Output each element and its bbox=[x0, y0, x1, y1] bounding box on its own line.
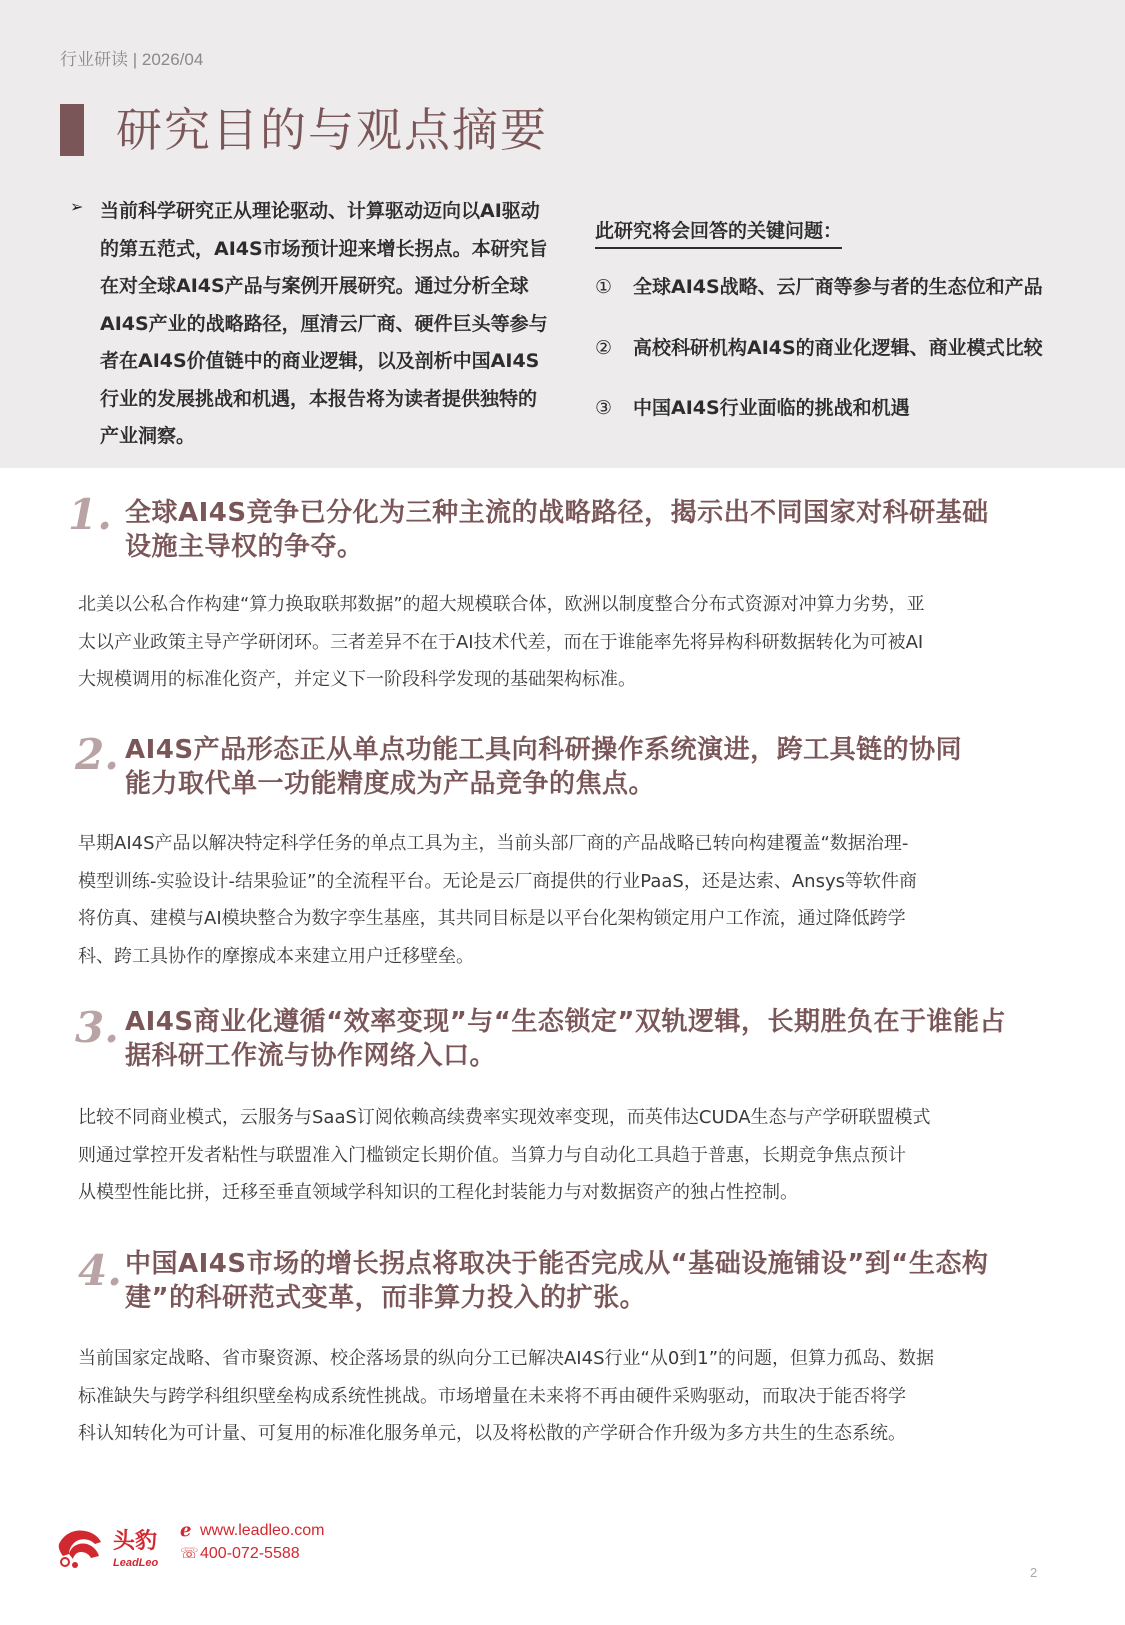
section-heading bbox=[125, 1005, 1075, 1073]
key-questions-title: 此研究将会回答的关键问题： bbox=[595, 216, 842, 249]
section-body-line: 当前国家定战略、省市聚资源、校企落场景的纵向分工已解决AI4S行业“从0到1”的问题，但算力孤岛、数据 bbox=[78, 1348, 935, 1369]
footer-phone: 400-072-5588 bbox=[200, 1545, 300, 1562]
question-text: 高校科研机构AI4S的商业化逻辑、商业模式比较 bbox=[633, 337, 1043, 359]
section-number: 4. bbox=[78, 1246, 122, 1295]
key-question-item bbox=[595, 393, 910, 420]
section-heading-line: 中国AI4S市场的增长拐点将取决于能否完成从“基础设施铺设”到“生态构 bbox=[125, 1249, 989, 1279]
key-question-item bbox=[595, 272, 1043, 299]
section-heading bbox=[125, 496, 1075, 564]
section-heading-line: AI4S商业化遵循“效率变现”与“生态锁定”双轨逻辑，长期胜负在于谁能占 bbox=[125, 1007, 1006, 1037]
section-heading-line: 能力取代单一功能精度成为产品竞争的焦点。 bbox=[125, 769, 656, 799]
section-heading-line: 全球AI4S竞争已分化为三种主流的战略路径，揭示出不同国家对科研基础 bbox=[125, 498, 989, 528]
logo-cn-text: 头豹 bbox=[113, 1529, 158, 1554]
section-body-line: 太以产业政策主导产学研闭环。三者差异不在于AI技术代差，而在于谁能率先将异构科研数据转化为可被AI bbox=[78, 631, 924, 653]
leopard-logo-icon bbox=[55, 1522, 180, 1572]
phone-icon: ☏ bbox=[180, 1544, 199, 1562]
section-body-line: 将仿真、建模与AI模块整合为数字孪生基座，其共同目标是以平台化架构锁定用户工作流，通过降低跨学 bbox=[78, 908, 906, 929]
web-icon: ℯ bbox=[180, 1520, 192, 1541]
question-number: ① bbox=[595, 276, 613, 298]
title-accent-bar bbox=[60, 104, 84, 156]
section-heading-line: 据科研工作流与协作网络入口。 bbox=[125, 1041, 497, 1071]
question-number: ③ bbox=[595, 397, 613, 419]
footer-website[interactable]: www.leadleo.com bbox=[200, 1522, 325, 1539]
section-heading-line: AI4S产品形态正从单点功能工具向科研操作系统演进，跨工具链的协同 bbox=[125, 735, 963, 765]
section-number: 3. bbox=[75, 1003, 119, 1052]
section-body bbox=[78, 586, 1063, 699]
question-text: 全球AI4S战略、云厂商等参与者的生态位和产品 bbox=[633, 276, 1043, 298]
leadleo-logo bbox=[55, 1522, 180, 1576]
section-heading bbox=[125, 1247, 1075, 1315]
section-body bbox=[78, 1340, 1063, 1453]
question-text: 中国AI4S行业面临的挑战和机遇 bbox=[633, 397, 910, 419]
key-question-item bbox=[595, 333, 1043, 360]
intro-text: 当前科学研究正从理论驱动、计算驱动迈向以AI驱动的第五范式，AI4S市场预计迎来增长拐点。本研究旨在对全球AI4S产品与案例开展研究。通过分析全球AI4S产业的战略路径，厘清云厂商、硬件巨头等参与者在AI4S价值链中的商业逻辑，以及剖析中国AI4S行业的发展挑战和机遇，本报告将为读者提供独特的产业洞察。 bbox=[100, 200, 548, 447]
section-body-line: 则通过掌控开发者粘性与联盟准入门槛锁定长期价值。当算力与自动化工具趋于普惠，长期竞争焦点预计 bbox=[78, 1144, 906, 1166]
section-body-line: 标准缺失与跨学科组织壁垒构成系统性挑战。市场增量在未来将不再由硬件采购驱动，而取决于能否将学 bbox=[78, 1385, 906, 1407]
section-body bbox=[78, 1099, 1063, 1212]
logo-en-text: LeadLeo bbox=[113, 1557, 159, 1569]
section-heading-line: 设施主导权的争夺。 bbox=[125, 532, 364, 562]
section-body-line: 北美以公私合作构建“算力换取联邦数据”的超大规模联合体，欧洲以制度整合分布式资源对冲算力劣势，亚 bbox=[78, 594, 925, 615]
section-body bbox=[78, 825, 1063, 975]
section-body-line: 科认知转化为可计量、可复用的标准化服务单元，以及将松散的产学研合作升级为多方共生的生态系统。 bbox=[78, 1423, 906, 1444]
section-body-line: 比较不同商业模式，云服务与SaaS订阅依赖高续费率实现效率变现，而英伟达CUDA生态与产学研联盟模式 bbox=[78, 1107, 931, 1128]
section-heading bbox=[125, 733, 1075, 801]
section-body-line: 模型训练-实验设计-结果验证”的全流程平台。无论是云厂商提供的行业PaaS，还是达索、Ansys等软件商 bbox=[78, 870, 917, 892]
section-heading-line: 建”的科研范式变革，而非算力投入的扩张。 bbox=[125, 1283, 647, 1313]
page-title: 研究目的与观点摘要 bbox=[116, 103, 548, 157]
section-number: 2. bbox=[75, 730, 119, 779]
section-body-line: 从模型性能比拼，迁移至垂直领域学科知识的工程化封装能力与对数据资产的独占性控制。 bbox=[78, 1182, 798, 1203]
header-tag: 行业研读 | 2026/04 bbox=[60, 50, 204, 69]
page-number: 2 bbox=[1030, 1565, 1038, 1580]
arrow-bullet-icon: ➢ bbox=[70, 197, 84, 216]
section-body-line: 早期AI4S产品以解决特定科学任务的单点工具为主，当前头部厂商的产品战略已转向构建覆盖“数据治理- bbox=[78, 833, 909, 854]
question-number: ② bbox=[595, 337, 613, 359]
section-body-line: 大规模调用的标准化资产，并定义下一阶段科学发现的基础架构标准。 bbox=[78, 669, 636, 690]
intro-block bbox=[70, 193, 550, 456]
section-number: 1. bbox=[68, 490, 112, 539]
section-body-line: 科、跨工具协作的摩擦成本来建立用户迁移壁垒。 bbox=[78, 945, 474, 967]
